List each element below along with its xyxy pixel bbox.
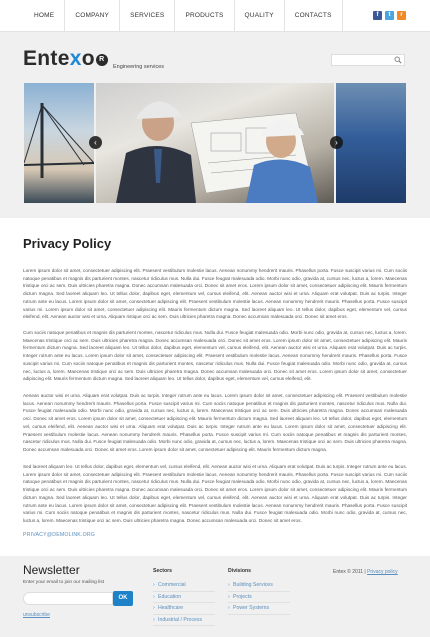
search-input[interactable]: [331, 54, 405, 66]
logo[interactable]: [23, 47, 108, 71]
rss-icon[interactable]: r: [397, 11, 406, 20]
slide-image-cables: [336, 83, 406, 203]
sectors-column: [153, 568, 215, 626]
slider-prev-arrow-icon[interactable]: ‹: [89, 136, 102, 149]
search-icon[interactable]: [394, 56, 402, 64]
nav-item-products[interactable]: PRODUCTS: [175, 0, 234, 32]
slide-image-bridge: [24, 83, 94, 203]
nav-item-quality[interactable]: QUALITY: [235, 0, 285, 32]
newsletter-ok-button[interactable]: OK: [113, 591, 133, 606]
sector-link-education[interactable]: › Education: [153, 592, 215, 604]
copyright: [333, 569, 398, 575]
bridge-illustration: [24, 83, 94, 203]
nav-item-company[interactable]: COMPANY: [65, 0, 120, 32]
nav-item-home[interactable]: HOME: [24, 0, 65, 32]
facebook-icon[interactable]: f: [373, 11, 382, 20]
engineers-illustration: [96, 83, 334, 203]
policy-paragraph-1: Lorem ipsum dolor sit amet, consectetuer adipiscing elit. Praesent vestibulum molestie lacus. Aenean nonummy hendrerit mauris. Phasellus porta. Fusce suscipit varius mi. Cum sociis natoque penatibus et magnis dis parturient montes, nascetur ridiculus mus. Nulla dui. Fusce feugiat malesuada odio. Morbi nunc odio, gravida at, cursus nec, luctus a, lorem. Maecenas tristique orci ac sem. Duis ultricies pharetra magna. Donec accumsan malesuada orci. Donec sit amet eros. Lorem ipsum dolor sit amet, consectetuer adipiscing elit. Mauris fermentum dictum magna. Sed laoreet aliquam leo. Ut tellus dolor, dapibus eget, elementum vel, cursus eleifend, elit. Aenean auctor wisi et urna. Aliquam erat volutpat. Duis ac turpis. Integer rutrum ante eu lacus. Lorem ipsum dolor sit amet, consectetuer adipiscing elit. Praesent vestibulum molestie lacus. Aenean nonummy hendrerit mauris. Phasellus porta. Fusce suscipit varius mi. Lorem ipsum dolor sit amet, consectetuer adipiscing elit. Mauris fermentum dictum magna. Sed laoreet aliquam leo. Ut tellus dolor, dapibus eget, elementum vel, cursus eleifend, elit. Aenean auctor wisi et urna. Aliquam ristique orci ac sem. Duis ultricies pharetra magna. Donec accumsan malesuada orci. Donec sit amet eros.: [23, 268, 407, 320]
image-slider: [24, 83, 406, 203]
policy-paragraph-3: Aenean auctor wisi et urna. Aliquam erat volutpat. Duis ac turpis. Integer rutrum ante eu lacus. Lorem ipsum dolor sit amet, consectetuer adipiscing elit. Praesent vestibulum molestie lacus. Aenean nonummy hendrerit mauris. Phasellus porta. Fusce suscipit varius mi. Cum sociis natoque penatibus et magnis dis parturient montes, nascetur ridiculus mus. Nulla dui. Fusce feugiat malesuada odio. Morbi nunc odio, gravida at, cursus nec, luctus a, lorem. Maecenas tristique orci ac sem. Duis ultricies pharetra magna. Donec accumsan malesuada orci. Donec sit amet eros. Lorem ipsum dolor sit amet, consectetuer adipiscing elit. Mauris fermentum dictum magna. Sed laoreet aliquam leo. Ut tellus dolor, dapibus eget, elementum vel, cursus eleifend, elit. Aenean auctor wisi et urna. Aliquam erat volutpat. Duis ac turpis. Integer rutrum ante eu lacus. Lorem ipsum dolor sit amet, consectetuer adipiscing elit. Praesent vestibulum molestie lacus. Aenean nonummy hendrerit mauris. Phasellus porta. Fusce suscipit varius mi. Cum sociis natoque penatibus et magnis dis parturient montes, nascetur ridiculus mus. Nulla dui. Fusce feugiat malesuada odio. Morbi nunc odio, gravida at, cursus nec, luctus a, lorem. Maecenas tristique orci ac sem. Duis ultricies pharetra magna. Donec accumsan malesuada orci. Donec sit amet eros. Lorem ipsum dolor sit amet, consectetuer adipiscing elit. Mauris fermentum dictum magna.: [23, 393, 407, 452]
policy-paragraph-4: Sed laoreet aliquam leo. Ut tellus dolor, dapibus eget, elementum vel, cursus eleifend, elit. Aenean auctor wisi et urna. Aliquam erat volutpat. Duis ac turpis. Integer rutrum ante eu lacus. Lorem ipsum dolor sit amet, consectetuer adipiscing elit. Praesent vestibulum molestie lacus. Aenean nonummy hendrerit mauris. Phasellus porta. Fusce suscipit varius mi. Cum sociis natoque penatibus et magnis dis parturient montes, nascetur ridiculus mus. Nulla dui. Fusce feugiat malesuada odio. Morbi nunc odio, gravida at, cursus nec, luctus a, lorem. Maecenas tristique orci ac sem. Duis ultricies pharetra magna. Donec accumsan malesuada orci. Donec sit amet eros. Lorem ipsum dolor sit amet, consectetuer adipiscing elit. Mauris fermentum dictum magna. Sed laoreet aliquam leo. Ut tellus dolor, dapibus eget, elementum vel, cursus eleifend, elit. Aenean auctor wisi et urna. Aliquam erat volutpat. Duis ac turpis. Integer rutrum ante eu lacus. Lorem ipsum dolor sit amet, consectetuer adipiscing elit. Praesent vestibulum molestie lacus. Aenean nonummy hendrerit mauris. Phasellus porta. Fusce suscipit varius mi. Cum sociis natoque penatibus et magnis dis parturient montes, nascetur ridiculus mus. Nulla dui. Fusce feugiat malesuada odio. Morbi nunc odio, gravida at, cursus nec, luctus a, lorem. Maecenas tristique orci ac sem. Duis ultricies pharetra magna. Donec accumsan malesuada orci. Donec sit amet eros.: [23, 464, 407, 523]
main-nav: [24, 0, 343, 32]
division-link-projects[interactable]: › Projects: [228, 592, 290, 604]
sector-link-industrial[interactable]: › Industrial / Process: [153, 615, 215, 627]
sectors-heading: Sectors: [153, 568, 173, 574]
copyright-text: Entex © 2011 |: [333, 569, 366, 575]
twitter-icon[interactable]: t: [385, 11, 394, 20]
policy-paragraph-2: Cum sociis natoque penatibus et magnis dis parturient montes, nascetur ridiculus mus. Nulla dui. Fusce feugiat malesuada odio. Morbi nunc odio, gravida at, cursus nec, luctus a, lorem. Maecenas tristique orci ac sem. Duis ultricies pharetra magna. Donec accumsan malesuada orci. Donec sit amet eros. Lorem ipsum dolor sit amet, consectetuer adipiscing elit. Mauris fermentum dictum magna. Sed laoreet aliquam leo. Ut tellus dolor, dapibus eget, elementum vel, cursus eleifend, elit. Aenean auctor wisi et urna. Aliquam erat volutpat. Duis ac turpis. Integer rutrum ante eu lacus. Lorem ipsum dolor sit amet, consectetuer adipiscing elit. Praesent vestibulum molestie lacus. Aenean nonummy hendrerit mauris. Phasellus porta. Fusce suscipit varius mi. Cum sociis natoque penatibus et magnis dis parturient montes, nascetur ridiculus mus. Nulla dui. Fusce feugiat malesuada odio. Morbi nunc odio, gravida at, cursus nec, luctus a, lorem. Maecenas tristique orci ac sem. Duis ultricies pharetra magna. Donec accumsan malesuada orci. Donec sit amet eros. Lorem ipsum dolor sit amet, consectetuer adipiscing elit. Mauris fermentum dictum magna. Sed laoreet aliquam leo. Ut tellus dolor, dapibus eget, elementum vel, cursus eleifend, elit.: [23, 330, 407, 382]
sector-link-commercial[interactable]: › Commercial: [153, 580, 215, 592]
footer: [0, 556, 430, 637]
page-title: Privacy Policy: [23, 236, 112, 251]
logo-last-letter: o: [81, 47, 95, 70]
slide-image-engineers: [96, 83, 334, 203]
divisions-column: [228, 568, 290, 615]
logo-text: Ente: [23, 47, 70, 70]
privacy-email-link[interactable]: PRIVACY@DEMOLINK.ORG: [23, 532, 96, 538]
privacy-policy-link[interactable]: Privacy policy: [367, 569, 398, 575]
divisions-heading: Divisions: [228, 568, 252, 574]
unsubscribe-link[interactable]: unsubscribe: [23, 612, 50, 618]
nav-item-contacts[interactable]: CONTACTS: [285, 0, 343, 32]
newsletter-title: Newsletter: [23, 563, 80, 577]
top-bar: [0, 0, 430, 32]
nav-item-services[interactable]: SERVICES: [120, 0, 175, 32]
tagline: Engineering services: [113, 64, 165, 70]
slider-next-arrow-icon[interactable]: ›: [330, 136, 343, 149]
sector-link-healthcare[interactable]: › Healthcare: [153, 603, 215, 615]
newsletter-email-input[interactable]: [23, 592, 113, 605]
division-link-power-systems[interactable]: › Power Systems: [228, 603, 290, 615]
registered-mark-icon: R: [96, 54, 108, 66]
newsletter-subtitle: Enter your email to join our mailing list: [23, 580, 105, 585]
division-link-building-services[interactable]: › Building Services: [228, 580, 290, 592]
logo-accent-letter: x: [69, 47, 82, 70]
social-links: [373, 11, 406, 20]
